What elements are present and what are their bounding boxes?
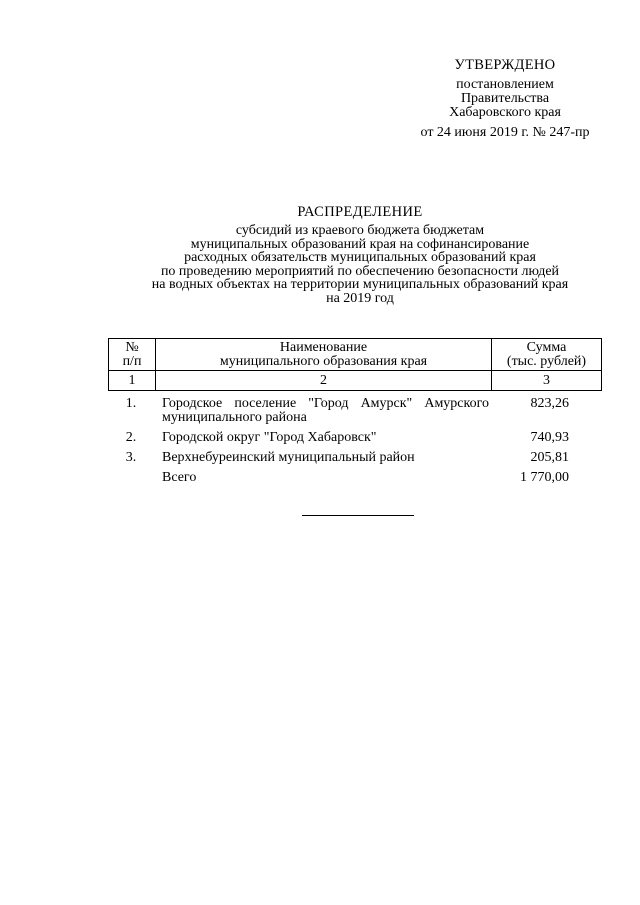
table-row (108, 397, 600, 425)
table-row (108, 431, 600, 445)
subtitle-line: по проведению мероприятий по обеспечению безопасности людей (160, 263, 560, 279)
header-table (108, 338, 602, 391)
subtitle-line: на водных объектах на территории муниципальных образований края (151, 277, 569, 293)
column-number-cell: 1 (109, 371, 156, 391)
row-sum: 1 770,00 (520, 470, 569, 485)
header-cell-name: Наименование муниципального образования края (156, 339, 492, 371)
approval-date: от 24 июня 2019 г. № 247-пр (420, 125, 590, 140)
row-name: Всего (162, 470, 197, 485)
document-subtitle (80, 224, 640, 306)
approval-block (400, 58, 610, 140)
header-cell-number: № п/п (109, 339, 156, 371)
subtitle-line: субсидий из краевого бюджета бюджетам (235, 223, 485, 238)
row-sum: 740,93 (530, 430, 569, 445)
approval-line: постановлением (456, 77, 554, 92)
row-sum: 823,26 (530, 396, 569, 411)
row-number: 2. (125, 430, 137, 445)
approval-line: Правительства (460, 91, 550, 106)
total-row (108, 471, 600, 485)
row-sum: 205,81 (530, 450, 569, 465)
table-row (108, 451, 600, 465)
approval-heading: УТВЕРЖДЕНО (454, 57, 556, 73)
column-number-cell: 2 (156, 371, 492, 391)
subtitle-line: на 2019 год (326, 290, 394, 306)
subtitle-line: расходных обязательств муниципальных образований края (184, 250, 536, 266)
closing-divider (302, 515, 414, 516)
subtitle-line: муниципальных образований края на софинансирование (190, 236, 530, 252)
row-number: 1. (125, 396, 137, 411)
approval-line: Хабаровского края (449, 105, 561, 120)
row-name: Городское поселение "Город Амурск" Амурского муниципального района (162, 396, 489, 425)
row-name: Верхнебуреинский муниципальный район (162, 450, 415, 465)
column-number-cell: 3 (492, 371, 602, 391)
document-title: РАСПРЕДЕЛЕНИЕ (297, 204, 423, 220)
data-rows (108, 397, 600, 491)
row-name: Городской округ "Город Хабаровск" (162, 430, 377, 445)
row-number: 3. (125, 450, 137, 465)
header-cell-sum: Сумма (тыс. рублей) (492, 339, 602, 371)
row-number (108, 471, 154, 485)
